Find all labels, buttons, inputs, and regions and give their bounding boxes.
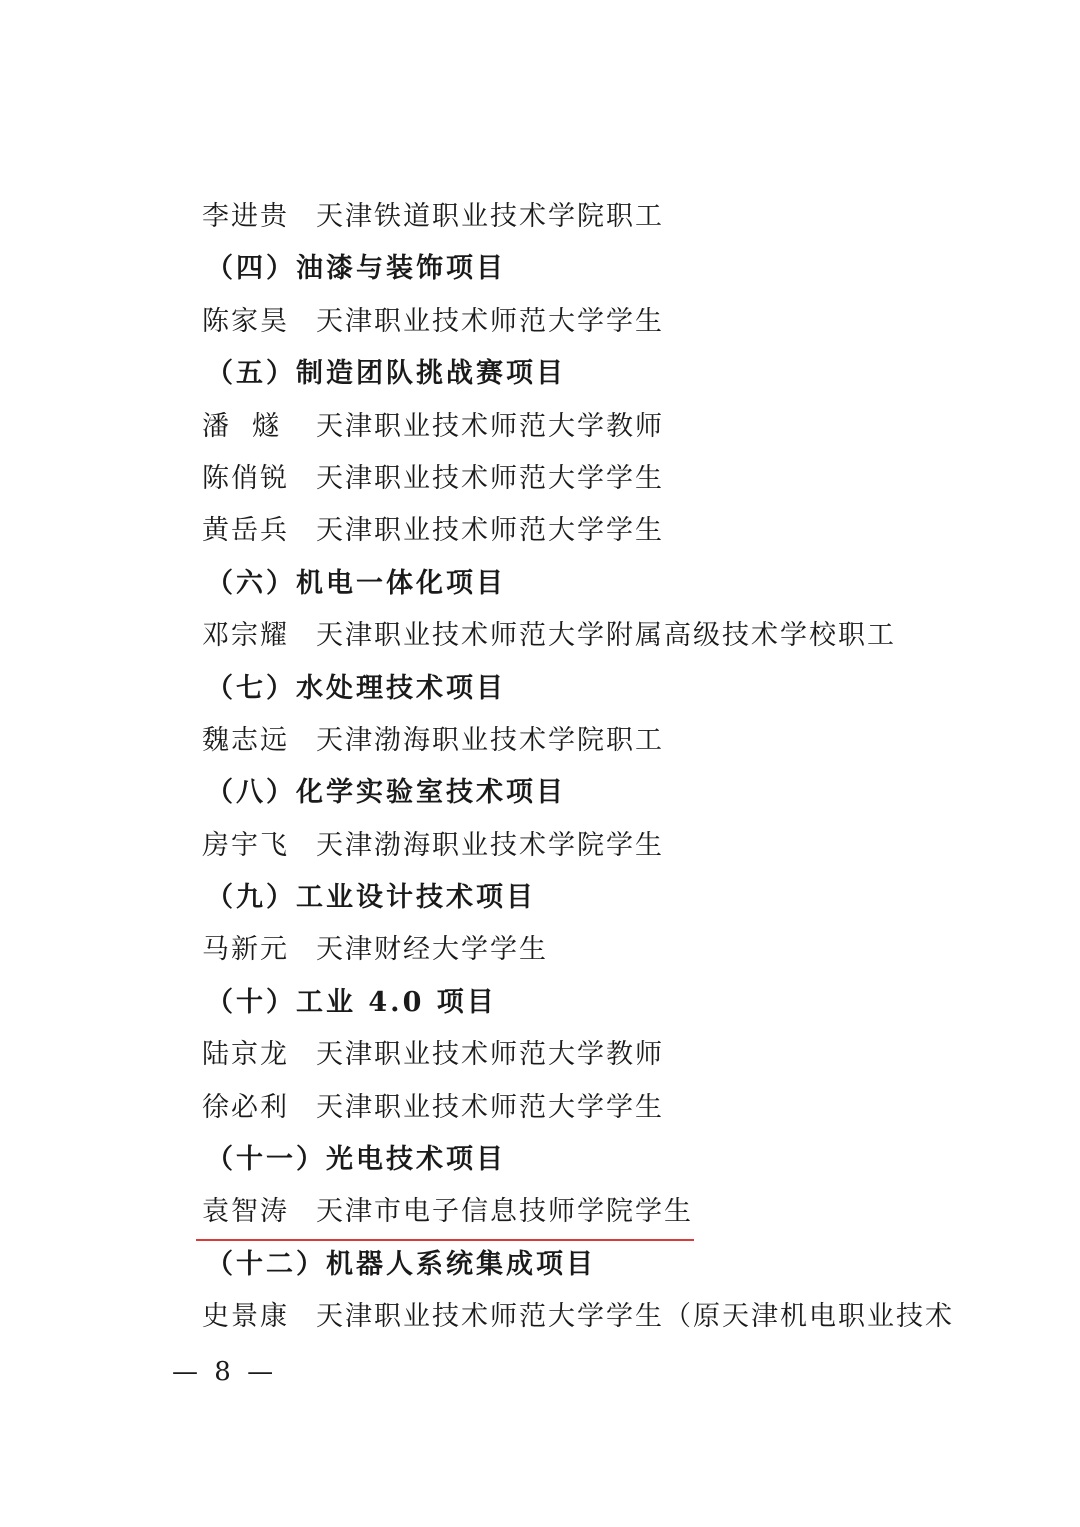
- section-heading: [0, 348, 1080, 400]
- person-name: 史景康: [202, 1301, 289, 1333]
- list-item: [0, 924, 1080, 976]
- section-heading: [0, 558, 1080, 610]
- person-organization: 天津渤海职业技术学院职工: [316, 724, 664, 756]
- person-name: 邓宗耀: [202, 620, 289, 652]
- person-organization: 天津职业技术师范大学教师: [316, 410, 664, 442]
- section-heading-text: （五）制造团队挑战赛项目: [206, 358, 566, 390]
- person-name: 魏志远: [202, 724, 289, 756]
- list-item: [0, 610, 1080, 662]
- list-item: [0, 715, 1080, 767]
- list-item: [0, 401, 1080, 453]
- person-organization: 天津职业技术师范大学学生: [316, 305, 664, 337]
- section-heading-text: （九）工业设计技术项目: [206, 882, 536, 914]
- person-organization: 天津渤海职业技术学院学生: [316, 829, 664, 861]
- list-item: [0, 1082, 1080, 1134]
- list-item: [0, 1029, 1080, 1081]
- list-item: [0, 191, 1080, 243]
- section-heading: [0, 1239, 1080, 1291]
- person-name: 陈家昊: [202, 305, 289, 337]
- section-heading: [0, 243, 1080, 295]
- section-heading-text: （七）水处理技术项目: [206, 672, 506, 704]
- person-name: 马新元: [202, 934, 289, 966]
- person-name: 潘 燧: [202, 410, 282, 442]
- section-heading: [0, 1134, 1080, 1186]
- section-heading: [0, 663, 1080, 715]
- list-item: [0, 453, 1080, 505]
- section-heading-text: （六）机电一体化项目: [206, 567, 506, 599]
- section-heading: [0, 977, 1080, 1029]
- award-list: [0, 191, 1080, 1344]
- list-item: [0, 1291, 1080, 1343]
- person-organization: 天津铁道职业技术学院职工: [316, 201, 664, 232]
- person-name: 黄岳兵: [202, 515, 289, 547]
- person-organization: 天津财经大学学生: [316, 934, 548, 966]
- person-name: 李进贵: [202, 201, 289, 232]
- person-organization: 天津职业技术师范大学学生: [316, 1091, 664, 1123]
- person-organization: 天津职业技术师范大学学生: [316, 462, 664, 494]
- page-number: — 8 —: [172, 1357, 278, 1387]
- person-name: 房宇飞: [202, 829, 289, 861]
- section-heading: [0, 767, 1080, 819]
- list-item: [0, 505, 1080, 557]
- section-heading: [0, 872, 1080, 924]
- person-name: 陈俏锐: [202, 462, 289, 494]
- section-heading-text: （四）油漆与装饰项目: [206, 253, 506, 285]
- list-item-highlighted: [0, 1186, 1080, 1238]
- list-item: [0, 296, 1080, 348]
- section-heading-text: （十一）光电技术项目: [206, 1144, 506, 1176]
- person-organization: 天津职业技术师范大学学生: [316, 515, 664, 547]
- section-heading-text: （十二）机器人系统集成项目: [206, 1248, 596, 1280]
- person-name: 徐必利: [202, 1091, 289, 1123]
- person-name: 袁智涛: [202, 1196, 289, 1228]
- person-organization: 天津市电子信息技师学院学生: [316, 1196, 693, 1228]
- section-heading-text: （十）工业 4.0 项目: [206, 986, 497, 1018]
- person-organization: 天津职业技术师范大学附属高级技术学校职工: [316, 620, 896, 652]
- person-organization: 天津职业技术师范大学学生（原天津机电职业技术: [316, 1301, 954, 1333]
- person-organization: 天津职业技术师范大学教师: [316, 1039, 664, 1071]
- list-item: [0, 820, 1080, 872]
- section-heading-text: （八）化学实验室技术项目: [206, 777, 566, 809]
- person-name: 陆京龙: [202, 1039, 289, 1071]
